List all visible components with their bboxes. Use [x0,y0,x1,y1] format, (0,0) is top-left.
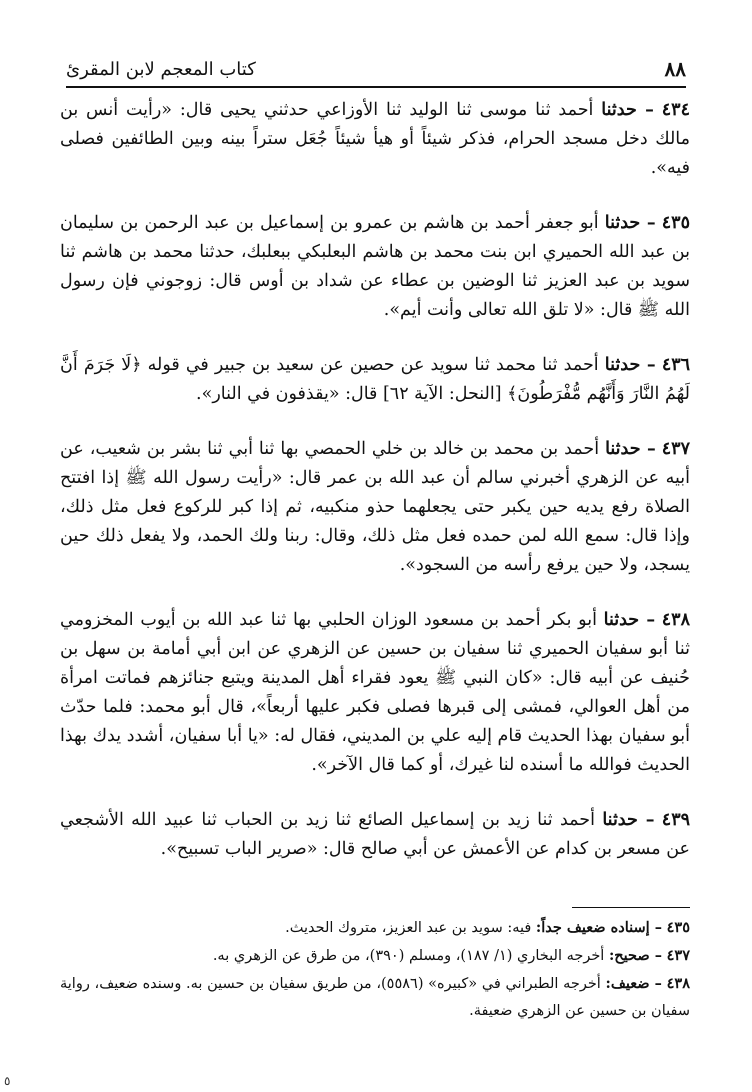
hadith-entry: ٤٣٥ – حدثنا أبو جعفر أحمد بن هاشم بن عمرو بن إسماعيل بن عبد الرحمن بن سليمان بن عبد الله الحميري ابن بنت محمد بن هاشم البعلبكي ببعلبك، حدثنا محمد بن هاشم ثنا سويد بن عبد العزيز ثنا الوضين بن عطاء عن شداد بن أوس قال: زوجوني فإن رسول الله ﷺ قال: «لا تلق الله تعالى وأنت أيم». [60,213,690,320]
entry-number: ٤٣٥ [661,213,690,233]
footnote-grade: صحيح: [608,947,650,964]
footnote: ٤٣٥ – إسناده ضعيف جداً: فيه: سويد بن عبد العزيز، متروك الحديث. [285,919,690,936]
footnote-grade: ضعيف: [605,975,650,992]
corner-mark: ٥ [4,1074,11,1088]
entry-lead: حدثنا [605,439,641,459]
hadith-entry: ٤٣٦ – حدثنا أحمد ثنا محمد ثنا سويد عن حصين عن سعيد بن جبير في قوله ﴿لَا جَرَمَ أَنَّ لَهُمُ النَّارَ وَأَنَّهُم مُّفْرَطُونَ﴾ [النحل: الآية ٦٢] قال: «يقذفون في النار». [60,355,691,404]
footnote-text: فيه: سويد بن عبد العزيز، متروك الحديث. [285,920,532,936]
footnote-number: ٤٣٥ [666,919,690,936]
hadith-entry: ٤٣٨ – حدثنا أبو بكر أحمد بن مسعود الوزان الحلبي بها ثنا عبد الله بن أيوب المخزومي ثنا أبو سفيان الحميري ثنا سفيان بن حسين عن الزهري عن ابن أبي أمامة بن سهل بن حُنيف عن أبيه قال: «كان النبي ﷺ يعود فقراء أهل المدينة ويتبع جنائزهم فماتت امرأة من أهل العوالي، فمشى إلى قبرها فصلى فكبر عليها أربعاً»، قال أبو محمد: فلما حدّث أبو سفيان بهذا الحديث قام إليه علي بن المديني، فقال له: «يا أبا سفيان، أشدد يدك بهذا الحديث فوالله ما أسنده لنا غيرك، أو كما قال الآخر». [60,610,690,775]
entry-number: ٤٣٦ [661,355,691,375]
entry-text: أبو بكر أحمد بن مسعود الوزان الحلبي بها ثنا عبد الله بن أيوب المخزومي ثنا أبو سفيان الحميري ثنا سفيان بن حسين عن الزهري عن ابن أبي أمامة بن سهل بن حُنيف عن أبيه قال: «كان النبي ﷺ يعود فقراء أهل المدينة ويتبع جنائزهم فماتت امرأة من أهل العوالي، فمشى إلى قبرها فصلى فكبر عليها أربعاً»، قال أبو محمد: فلما حدّث أبو سفيان بهذا الحديث قام إليه علي بن المديني، فقال له: «يا أبا سفيان، أشدد يدك بهذا الحديث فوالله ما أسنده لنا غيرك، أو كما قال الآخر». [60,610,690,775]
entry-text: أحمد ثنا موسى ثنا الوليد ثنا الأوزاعي حدثني يحيى قال: «رأيت أنس بن مالك دخل مسجد الحرام، فذكر شيئاً أو هيأ شيئاً جُعَل ستراً بينه وبين الطائفين فصلى فيه». [60,100,690,178]
page-header [66,52,686,88]
entry-text: أحمد ثنا زيد بن إسماعيل الصائع ثنا زيد بن الحباب ثنا عبيد الله الأشجعي عن مسعر بن كدام عن الأعمش عن أبي صالح قال: «صرير الباب تسبيح». [60,810,690,859]
entry-lead: حدثنا [601,100,637,120]
footnote-grade: إسناده ضعيف جداً: [535,919,650,936]
entry-lead: حدثنا [604,213,641,233]
entry-lead: حدثنا [603,610,640,630]
footnote-number: ٤٣٨ [666,975,690,992]
main-text [60,96,690,890]
entry-lead: حدثنا [602,810,638,830]
entry-number: ٤٣٩ [661,810,690,830]
entry-number: ٤٣٨ [661,610,690,630]
entry-text: أبو جعفر أحمد بن هاشم بن عمرو بن إسماعيل بن عبد الرحمن بن سليمان بن عبد الله الحميري ابن بنت محمد بن هاشم البعلبكي ببعلبك، حدثنا محمد بن هاشم ثنا سويد بن عبد العزيز ثنا الوضين بن عطاء عن شداد بن أوس قال: زوجوني فإن رسول الله ﷺ قال: «لا تلق الله تعالى وأنت أيم». [60,213,690,320]
footnote-text: أخرجه البخاري (١/ ١٨٧)، ومسلم (٣٩٠)، من طرق عن الزهري به. [212,948,605,964]
footnote: ٤٣٧ – صحيح: أخرجه البخاري (١/ ١٨٧)، ومسلم (٣٩٠)، من طرق عن الزهري به. [212,947,690,964]
footnote-number: ٤٣٧ [666,947,690,964]
page-number: ٨٨ [664,57,686,81]
hadith-entry: ٤٣٤ – حدثنا أحمد ثنا موسى ثنا الوليد ثنا الأوزاعي حدثني يحيى قال: «رأيت أنس بن مالك دخل مسجد الحرام، فذكر شيئاً أو هيأ شيئاً جُعَل ستراً بينه وبين الطائفين فصلى فيه». [60,100,690,178]
entry-text: أحمد بن محمد بن خالد بن خلي الحمصي بها ثنا أبي ثنا بشر بن شعيب، عن أبيه عن الزهري أخبرني سالم أن عبد الله بن عمر قال: «رأيت رسول الله ﷺ إذا افتتح الصلاة رفع يديه حين يكبر حتى يجعلهما حذو منكبيه، ثم إذا كبر للركوع فعل مثل ذلك، وإذا قال: سمع الله لمن حمده فعل مثل ذلك، وقال: ربنا ولك الحمد، ولا يفعل ذلك حين يسجد، ولا حين يرفع رأسه من السجود». [60,439,690,575]
entry-number: ٤٣٤ [661,100,690,120]
running-title: كتاب المعجم لابن المقرئ [66,58,256,80]
footnote-divider [572,907,690,908]
hadith-entry: ٤٣٩ – حدثنا أحمد ثنا زيد بن إسماعيل الصائع ثنا زيد بن الحباب ثنا عبيد الله الأشجعي عن مسعر بن كدام عن الأعمش عن أبي صالح قال: «صرير الباب تسبيح». [60,810,690,859]
footnote: ٤٣٨ – ضعيف: أخرجه الطبراني في «كبيره» (٥٥٨٦)، من طريق سفيان بن حسين به. وسنده ضعيف، رواية سفيان بن حسين عن الزهري ضعيفة. [60,975,690,1019]
entry-text: أحمد ثنا محمد ثنا سويد عن حصين عن سعيد بن جبير في قوله ﴿لَا جَرَمَ أَنَّ لَهُمُ النَّارَ وَأَنَّهُم مُّفْرَطُونَ﴾ [النحل: الآية ٦٢] قال: «يقذفون في النار». [60,355,690,404]
entry-lead: حدثنا [604,355,641,375]
hadith-entry: ٤٣٧ – حدثنا أحمد بن محمد بن خالد بن خلي الحمصي بها ثنا أبي ثنا بشر بن شعيب، عن أبيه عن الزهري أخبرني سالم أن عبد الله بن عمر قال: «رأيت رسول الله ﷺ إذا افتتح الصلاة رفع يديه حين يكبر حتى يجعلهما حذو منكبيه، ثم إذا كبر للركوع فعل مثل ذلك، وإذا قال: سمع الله لمن حمده فعل مثل ذلك، وقال: ربنا ولك الحمد، ولا يفعل ذلك حين يسجد، ولا حين يرفع رأسه من السجود». [60,439,690,575]
footnotes [60,914,690,1025]
footnote-text: أخرجه الطبراني في «كبيره» (٥٥٨٦)، من طريق سفيان بن حسين به. وسنده ضعيف، رواية سفيان بن حسين عن الزهري ضعيفة. [60,976,690,1019]
entry-number: ٤٣٧ [661,439,690,459]
